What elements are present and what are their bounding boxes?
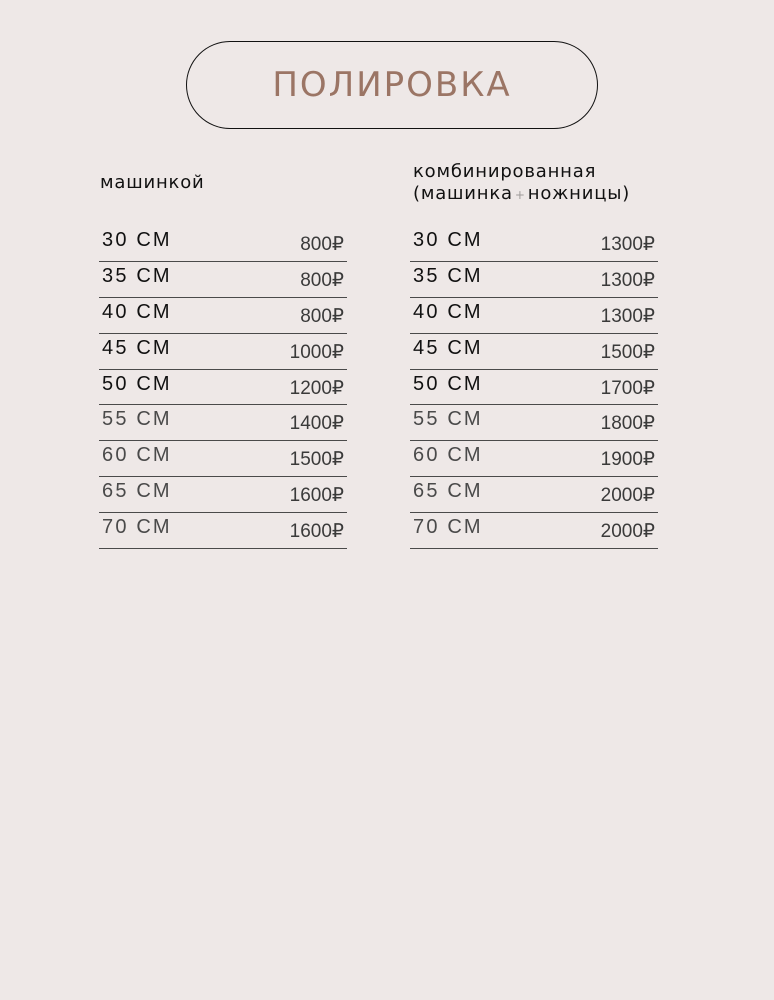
price-row xyxy=(99,477,347,513)
price-row xyxy=(410,226,658,262)
size-label: 40 СМ xyxy=(102,300,172,323)
price-row xyxy=(410,405,658,441)
price-row xyxy=(99,262,347,298)
price-row xyxy=(410,513,658,549)
price-row xyxy=(410,370,658,406)
size-label: 30 СМ xyxy=(102,229,172,251)
combined-heading-subtitle xyxy=(413,183,630,206)
price-row xyxy=(410,298,658,334)
size-label: 60 СМ xyxy=(413,444,483,467)
price-value: 800₽ xyxy=(300,269,344,291)
price-row xyxy=(410,441,658,477)
subtitle-scissors: ножницы xyxy=(527,183,623,204)
price-row xyxy=(410,334,658,370)
price-value: 1600₽ xyxy=(289,521,344,543)
size-label: 35 СМ xyxy=(102,264,172,287)
title-pill xyxy=(186,41,598,129)
price-value: 1000₽ xyxy=(289,341,344,363)
size-label: 65 СМ xyxy=(413,480,483,503)
price-value: 1800₽ xyxy=(600,413,655,435)
subtitle-machine: машинка xyxy=(420,183,513,204)
size-label: 35 СМ xyxy=(413,264,483,287)
size-label: 70 СМ xyxy=(102,516,172,539)
price-value: 2000₽ xyxy=(600,485,655,507)
size-label: 50 СМ xyxy=(413,372,483,395)
subtitle-open-paren: ( xyxy=(413,183,421,204)
size-label: 30 СМ xyxy=(413,229,483,251)
size-label: 55 СМ xyxy=(413,408,483,431)
price-row xyxy=(99,298,347,334)
size-label: 60 СМ xyxy=(102,444,172,467)
price-value: 1200₽ xyxy=(289,377,344,399)
price-row xyxy=(99,441,347,477)
price-value: 1500₽ xyxy=(289,449,344,471)
combined-heading-title: комбинированная xyxy=(413,161,597,182)
price-row xyxy=(410,262,658,298)
price-value: 1300₽ xyxy=(600,234,655,255)
price-row xyxy=(99,334,347,370)
size-label: 55 СМ xyxy=(102,408,172,431)
size-label: 65 СМ xyxy=(102,480,172,503)
price-value: 800₽ xyxy=(300,234,344,255)
combined-price-list xyxy=(410,226,658,549)
price-value: 1300₽ xyxy=(600,305,655,327)
machine-price-list xyxy=(99,226,347,549)
subtitle-close-paren: ) xyxy=(622,183,631,204)
size-label: 40 СМ xyxy=(413,300,483,323)
price-value: 1300₽ xyxy=(600,269,655,291)
combined-heading xyxy=(413,161,630,206)
price-row xyxy=(410,477,658,513)
price-value: 1400₽ xyxy=(289,413,344,435)
price-row xyxy=(99,513,347,549)
price-value: 1700₽ xyxy=(600,377,655,399)
price-row xyxy=(99,226,347,262)
page-title: ПОЛИРОВКА xyxy=(272,65,512,105)
size-label: 50 СМ xyxy=(102,372,172,395)
price-value: 1600₽ xyxy=(289,485,344,507)
subtitle-plus: + xyxy=(514,188,526,202)
size-label: 45 СМ xyxy=(102,336,172,359)
price-row xyxy=(99,370,347,406)
machine-heading: машинкой xyxy=(100,172,205,193)
price-value: 2000₽ xyxy=(600,521,655,543)
price-value: 1900₽ xyxy=(600,449,655,471)
price-value: 1500₽ xyxy=(600,341,655,363)
size-label: 45 СМ xyxy=(413,336,483,359)
price-value: 800₽ xyxy=(300,305,344,327)
price-row xyxy=(99,405,347,441)
size-label: 70 СМ xyxy=(413,516,483,539)
